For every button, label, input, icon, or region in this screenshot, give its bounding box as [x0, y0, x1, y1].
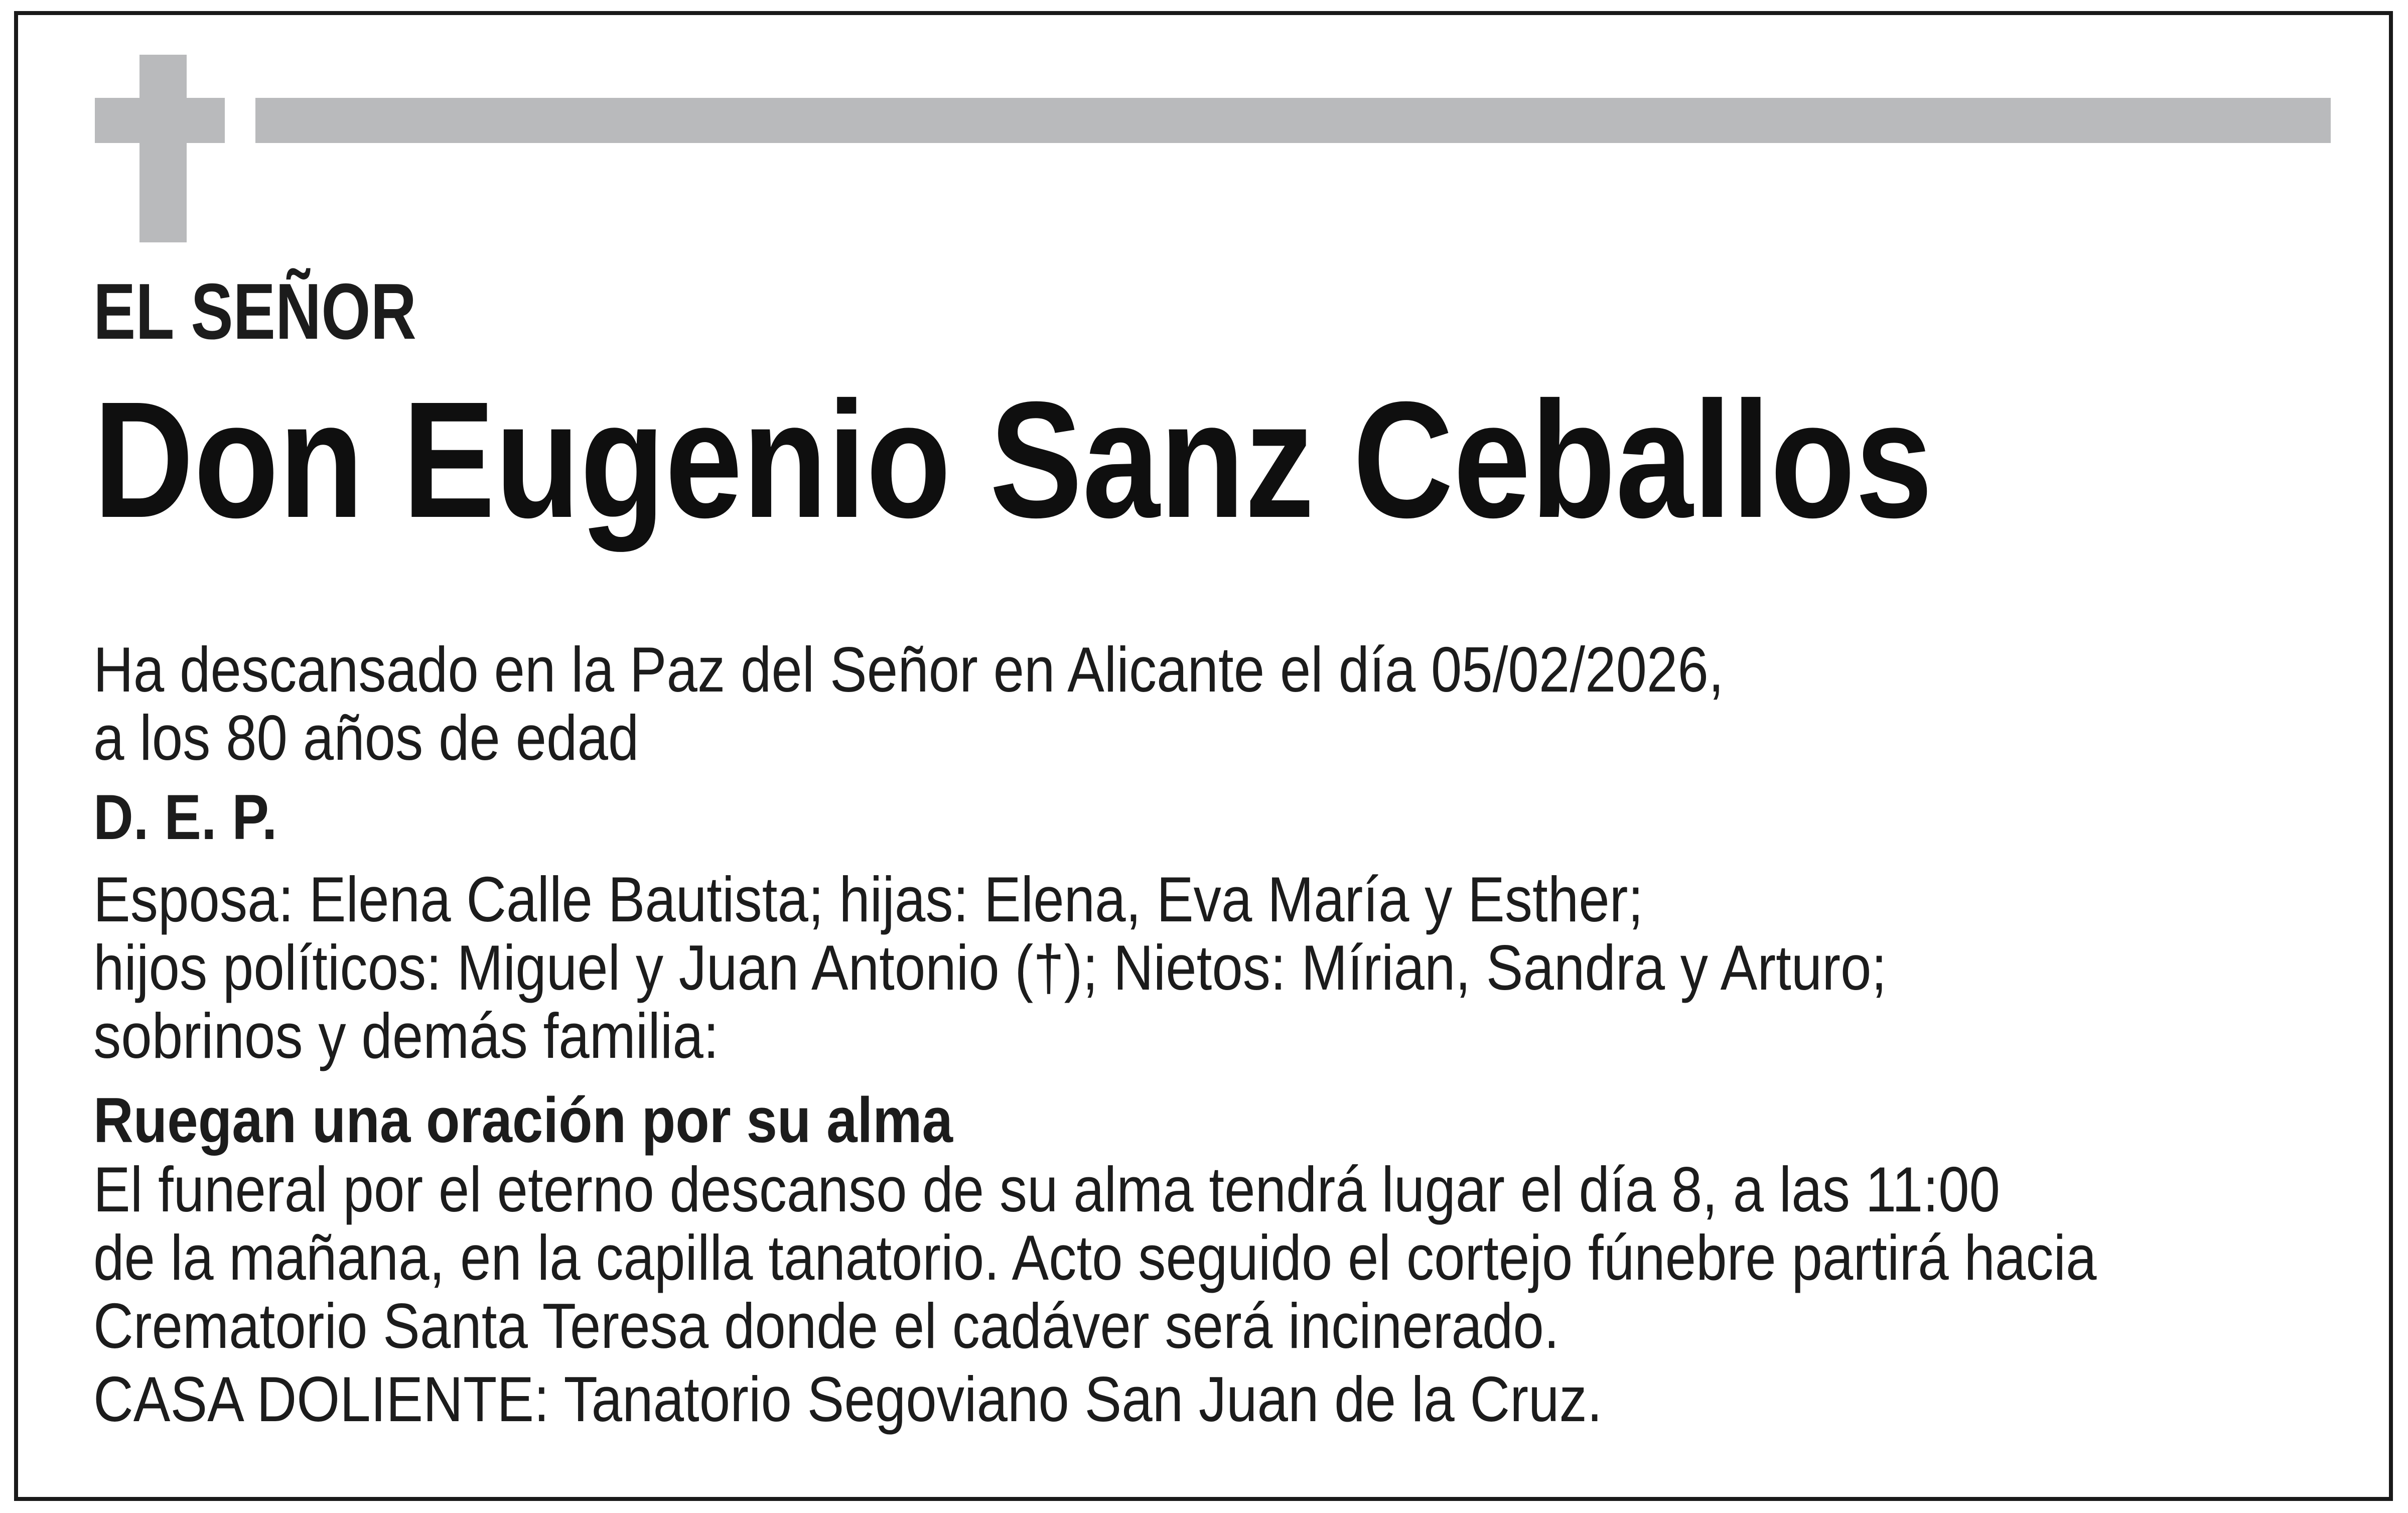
rip-abbreviation: D. E. P. [93, 781, 277, 853]
funeral-line: Crematorio Santa Teresa donde el cadáver será incinerado. [93, 1290, 1560, 1361]
cross-vertical-bar [139, 55, 187, 242]
mourning-house-line: CASA DOLIENTE: Tanatorio Segoviano San Juan de la Cruz. [93, 1363, 1603, 1435]
obituary-body [93, 635, 2096, 1433]
family-line: sobrinos y demás familia: [93, 1000, 719, 1071]
funeral-line: El funeral por el eterno descanso de su alma tendrá lugar el día 8, a las 11:00 [93, 1154, 2000, 1225]
header-rule [255, 98, 2331, 143]
funeral-line: de la mañana, en la capilla tanatorio. Acto seguido el cortejo fúnebre partirá hacia [93, 1222, 2097, 1293]
deceased-name: Don Eugenio Sanz Ceballos [93, 367, 1933, 552]
announcement-line: Ha descansado en la Paz del Señor en Alicante el día 05/02/2026, [93, 634, 1724, 705]
announcement-line: a los 80 años de edad [93, 702, 639, 773]
cross-horizontal-bar [95, 98, 225, 143]
family-line: hijos políticos: Miguel y Juan Antonio (†); Nietos: Mírian, Sandra y Arturo; [93, 932, 1887, 1003]
honorific-label: EL SEÑOR [93, 267, 416, 356]
prayer-request: Ruegan una oración por su alma [93, 1084, 953, 1156]
family-line: Esposa: Elena Calle Bautista; hijas: Elena, Eva María y Esther; [93, 864, 1644, 935]
